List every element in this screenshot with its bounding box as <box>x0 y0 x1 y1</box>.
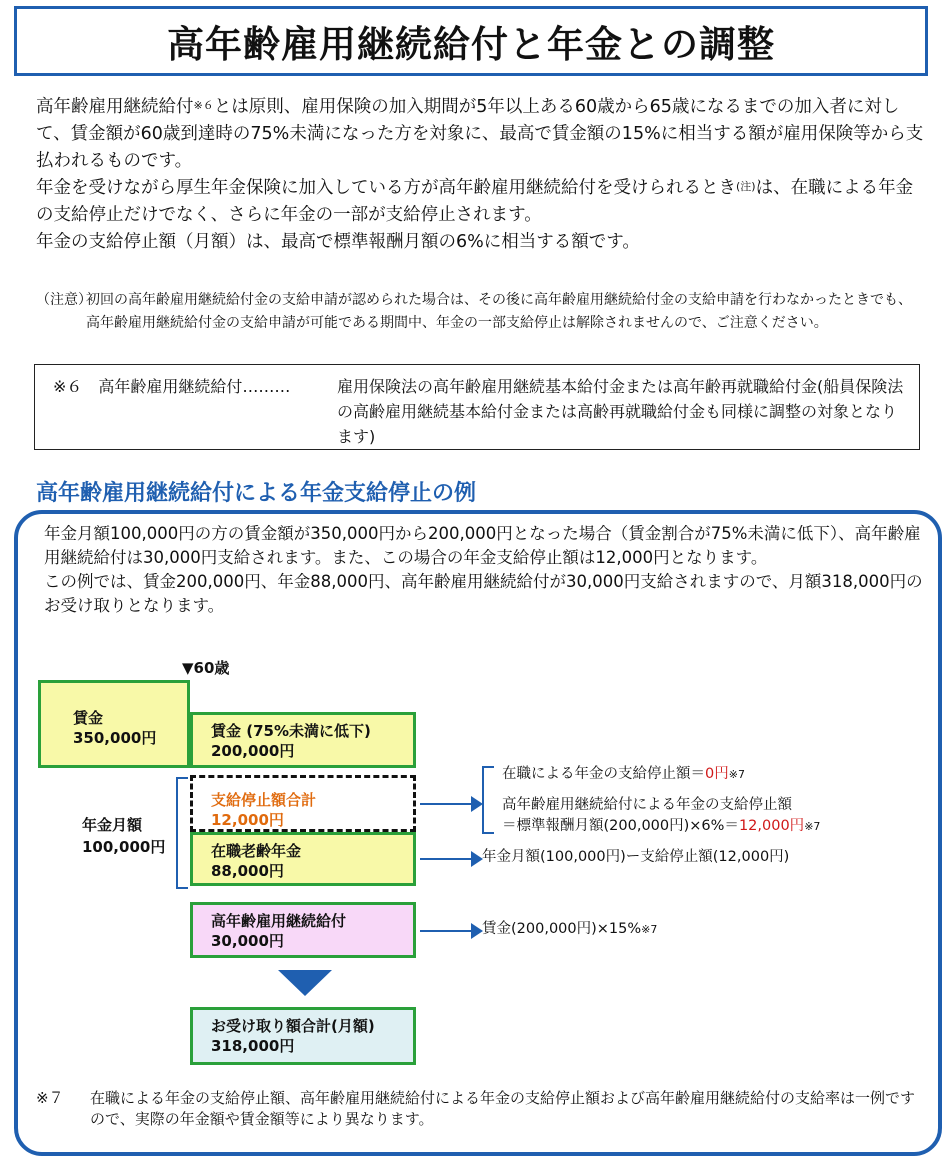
stop-detail-1-amount: 0円 <box>705 766 729 782</box>
caution-body: 初回の高年齢雇用継続給付金の支給申請が認められた場合は、その後に高年齢雇用継続給付金の支給申請を行わなかったときでも、高年齢雇用継続給付金の支給申請が可能である期間中、年金の一部支給停止は解除されませんので、ご注意ください。 <box>86 292 912 331</box>
caution-head: （注意） <box>36 292 92 308</box>
pension-formula: 年金月額(100,000円)ー支給停止額(12,000円) <box>482 849 790 865</box>
wage-before-box <box>38 680 190 768</box>
example-paragraph-1: 年金月額100,000円の方の賃金額が350,000円から200,000円となった場合（賃金割合が75%未満に低下）、高年齢雇用継続給付は30,000円支給されます。また、この場合の年金支給停止額は12,000円となります。 <box>44 524 921 567</box>
section-title: 高年齢雇用継続給付による年金支給停止の例 <box>36 481 477 506</box>
stop-detail-2 <box>502 795 820 837</box>
page-title: 高年齢雇用継続給付と年金との調整 <box>167 23 775 66</box>
wage-after-value: 200,000円 <box>211 742 295 760</box>
benefit-formula-ref: ※7 <box>641 923 658 936</box>
stop-total-value: 12,000円 <box>211 811 284 829</box>
definition-value: 雇用保険法の高年齢雇用継続基本給付金または高年齢再就職給付金(船員保険法の高齢雇用継続基本給付金または高齢再就職給付金も同様に調整の対象となります) <box>337 377 904 446</box>
intro-p2-b: は、在職による年金の支給停止だけでなく、さらに年金の一部が支給停止されます。 <box>36 178 914 225</box>
total-label: お受け取り額合計(月額) <box>211 1017 375 1035</box>
down-triangle-icon <box>278 970 332 996</box>
intro-paragraph-1 <box>36 94 926 175</box>
footnote-body: 在職による年金の支給停止額、高年齢雇用継続給付による年金の支給停止額および高年齢雇用継続給付の支給率は一例ですので、実際の年金額や賃金額等により異なります。 <box>90 1089 916 1128</box>
title-box <box>14 6 928 76</box>
example-text <box>44 522 924 618</box>
caution-note <box>36 289 916 335</box>
wage-after-label: 賃金 (75%未満に低下) <box>211 722 371 740</box>
benefit-formula-text: 賃金(200,000円)×15% <box>482 921 642 937</box>
stop-detail-2-formula: ＝標準報酬月額(200,000円)×6%＝ <box>502 818 739 834</box>
example-paragraph-2: この例では、賃金200,000円、年金88,000円、高年齢雇用継続給付が30,000円支給されますので、月額318,000円のお受け取りとなります。 <box>44 572 923 615</box>
stop-detail-1-text: 在職による年金の支給停止額＝ <box>502 766 705 782</box>
total-box <box>190 1007 416 1065</box>
age-60-marker: ▼60歳 <box>182 659 230 677</box>
stop-total-label: 支給停止額合計 <box>211 791 317 809</box>
benefit-box <box>190 902 416 958</box>
wage-after-box <box>190 712 416 768</box>
pension-bracket <box>176 777 188 889</box>
stop-total-box <box>190 775 416 832</box>
pension-label: 在職老齢年金 <box>211 842 302 860</box>
stop-detail-1-ref: ※7 <box>728 768 745 781</box>
benefit-label: 高年齢雇用継続給付 <box>211 912 347 930</box>
intro-p1-a: 高年齢雇用継続給付 <box>36 97 194 117</box>
arrow-right-icon <box>420 930 472 932</box>
stop-detail-1 <box>502 764 745 785</box>
wage-before-value: 350,000円 <box>73 729 157 747</box>
pension-month-title: 年金月額 <box>82 816 143 834</box>
footnote-key: ※７ <box>36 1089 64 1107</box>
intro-p2-sup: (注) <box>736 180 756 193</box>
benefit-formula <box>482 919 657 940</box>
wage-before-label: 賃金 <box>73 709 104 727</box>
pension-month-value: 100,000円 <box>82 838 166 856</box>
intro-p2-a: 年金を受けながら厚生年金保険に加入している方が高年齢雇用継続給付を受けられるとき <box>36 178 736 198</box>
benefit-value: 30,000円 <box>211 932 284 950</box>
footnote <box>36 1088 916 1130</box>
pension-month-label <box>82 814 165 858</box>
arrow-right-icon <box>420 803 472 805</box>
intro-p1-b: とは原則、雇用保険の加入期間が5年以上ある60歳から65歳になるまでの加入者に対して、賃金額が60歳到達時の75%未満になった方を対象に、最高で賃金額の15%に相当する額が雇用保険等から支払われるものです。 <box>36 97 924 171</box>
arrow-right-icon <box>420 858 472 860</box>
pension-value: 88,000円 <box>211 862 284 880</box>
stop-detail-2-line2 <box>502 816 820 837</box>
stop-detail-2-ref: ※7 <box>804 820 821 833</box>
stop-detail-2-amount: 12,000円 <box>738 818 805 834</box>
stop-detail-2-line1: 高年齢雇用継続給付による年金の支給停止額 <box>502 797 792 813</box>
intro-text <box>36 94 926 256</box>
intro-paragraph-2 <box>36 175 926 229</box>
pension-box <box>190 832 416 886</box>
intro-p1-sup: ※６ <box>193 99 214 112</box>
stop-detail-bracket <box>482 766 494 834</box>
intro-paragraph-3: 年金の支給停止額（月額）は、最高で標準報酬月額の6%に相当する額です。 <box>36 232 640 252</box>
total-value: 318,000円 <box>211 1037 295 1055</box>
definition-box <box>34 364 920 450</box>
definition-key: ※６ 高年齢雇用継続給付……… <box>53 377 291 396</box>
